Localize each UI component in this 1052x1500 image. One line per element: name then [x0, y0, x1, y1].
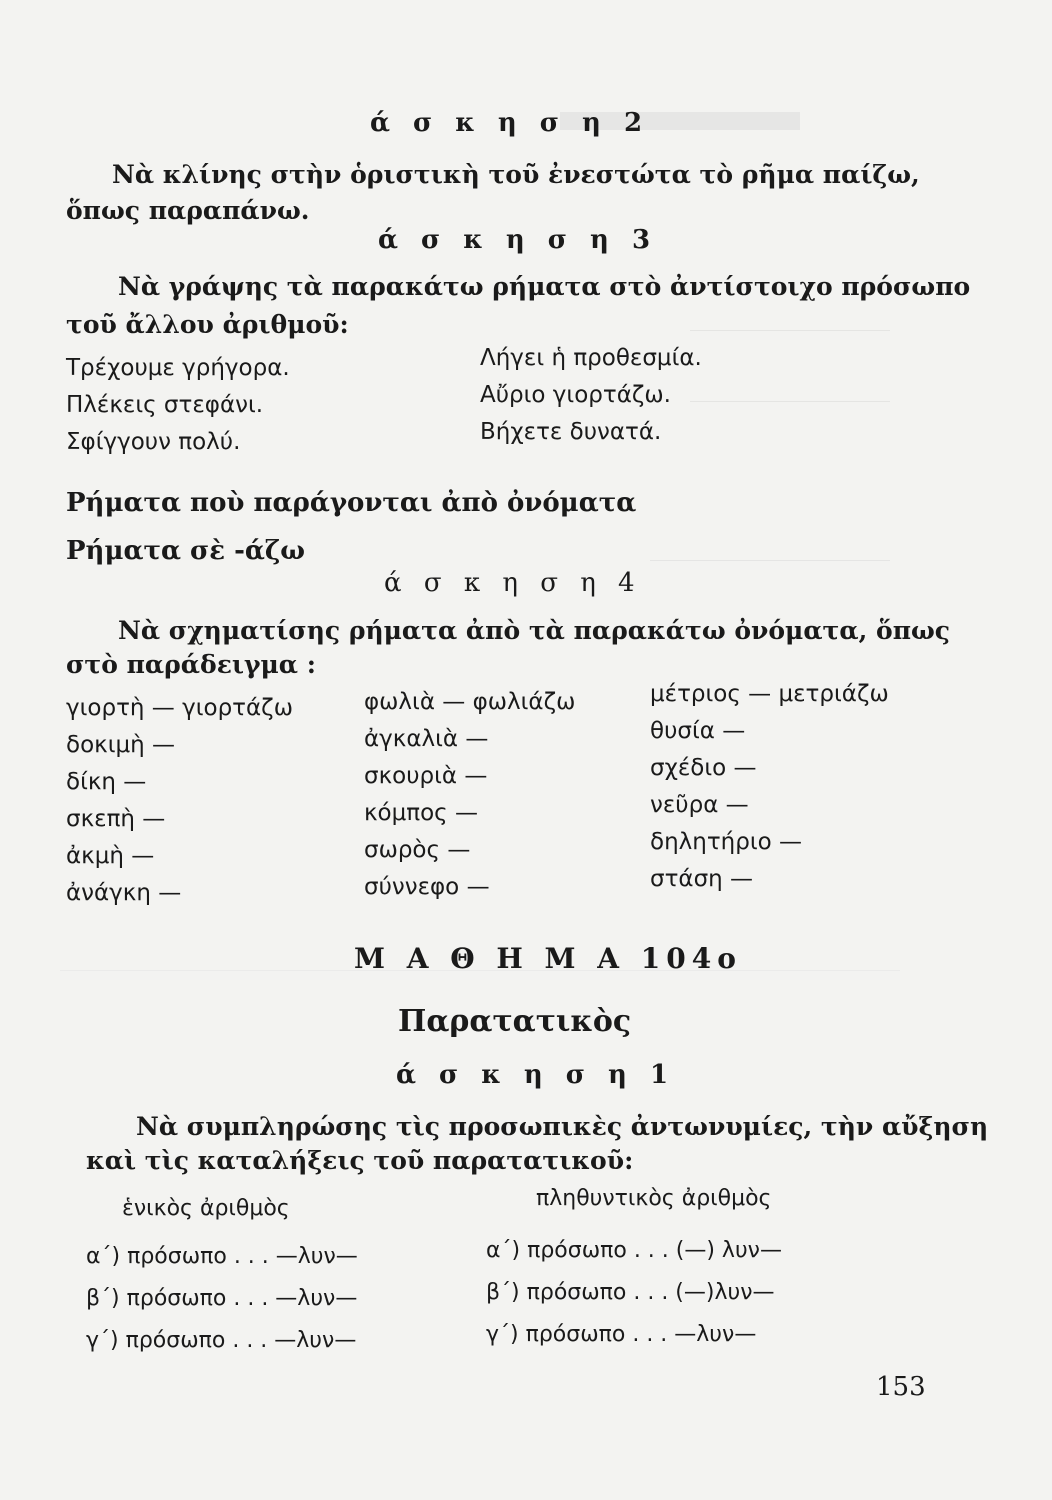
section-heading-verbs-in-azo: Ρήματα σὲ -άζω	[66, 536, 306, 566]
section-heading-verbs-from-nouns: Ρήματα ποὺ παράγονται ἀπὸ ὀνόματα	[66, 488, 637, 518]
noun-verb-pair: ἀνάγκη —	[66, 880, 182, 906]
singular-person-row: α΄) πρόσωπο . . . —λυν—	[86, 1244, 358, 1269]
plural-person-row: α΄) πρόσωπο . . . (—) λυν—	[486, 1238, 782, 1263]
noun-verb-pair: κόμπος —	[364, 800, 478, 826]
page-number: 153	[876, 1372, 926, 1402]
exercise-1-instruction-line1: Νὰ συμπληρώσης τὶς προσωπικὲς ἀντωνυμίες, τὴν αὔξηση	[136, 1112, 989, 1141]
exercise-1-instruction-line2: καὶ τὶς καταλήξεις τοῦ παρατατικοῦ:	[86, 1146, 634, 1175]
bleed-through	[690, 330, 890, 402]
exercise-4-instruction-line2: στὸ παράδειγμα :	[66, 650, 316, 679]
exercise-4-column-1	[66, 690, 293, 912]
noun-verb-pair: ἀγκαλιὰ —	[364, 726, 489, 752]
exercise-4-column-3	[650, 676, 889, 898]
noun-verb-pair: δοκιμὴ —	[66, 732, 176, 758]
exercise-3-instruction-line2: τοῦ ἄλλου ἀριθμοῦ:	[66, 310, 349, 339]
noun-verb-pair: φωλιὰ — φωλιάζω	[364, 689, 576, 715]
singular-label: ἑνικὸς ἀριθμὸς	[122, 1196, 290, 1221]
plural-person-row: γ΄) πρόσωπο . . . —λυν—	[486, 1322, 757, 1347]
exercise-3-sentence: Αὔριο γιορτάζω.	[480, 382, 671, 408]
noun-verb-pair: γιορτὴ — γιορτάζω	[66, 695, 293, 721]
singular-person-row: β΄) πρόσωπο . . . —λυν—	[86, 1286, 358, 1311]
noun-verb-pair: στάση —	[650, 866, 754, 892]
noun-verb-pair: σωρὸς —	[364, 837, 471, 863]
noun-verb-pair: δίκη —	[66, 769, 147, 795]
exercise-3-heading: ά σ κ η σ η 3	[378, 225, 658, 255]
exercise-4-instruction-line1: Νὰ σχηματίσης ρήματα ἀπὸ τὰ παρακάτω ὀνόματα, ὅπως	[118, 616, 951, 645]
noun-verb-pair: μέτριος — μετριάζω	[650, 681, 889, 707]
noun-verb-pair: νεῦρα —	[650, 792, 749, 818]
plural-label: πληθυντικὸς ἀριθμὸς	[536, 1186, 772, 1211]
exercise-4-column-2	[364, 684, 575, 906]
noun-verb-pair: σκεπὴ —	[66, 806, 166, 832]
noun-verb-pair: δηλητήριο —	[650, 829, 803, 855]
exercise-3-instruction-line1: Νὰ γράψης τὰ παρακάτω ρήματα στὸ ἀντίστοιχο πρόσωπο	[118, 272, 971, 301]
exercise-3-sentence: Λήγει ἡ προθεσμία.	[480, 345, 702, 371]
exercise-2-instruction-line2: ὅπως παραπάνω.	[66, 196, 310, 225]
exercise-3-sentence: Βήχετε δυνατά.	[480, 419, 662, 445]
exercise-3-sentence: Σφίγγουν πολύ.	[66, 429, 241, 455]
exercise-3-sentence: Πλέκεις στεφάνι.	[66, 392, 264, 418]
exercise-3-right-column	[480, 340, 702, 451]
noun-verb-pair: ἀκμὴ —	[66, 843, 155, 869]
exercise-4-heading: ά σ κ η σ η 4	[384, 568, 642, 598]
lesson-title: Μ Α Θ Η Μ Α 104ο	[354, 942, 742, 975]
noun-verb-pair: σύννεφο —	[364, 874, 490, 900]
plural-person-row: β΄) πρόσωπο . . . (—)λυν—	[486, 1280, 775, 1305]
plural-column	[486, 1230, 782, 1356]
exercise-2-heading: ά σ κ η σ η 2	[370, 108, 650, 138]
exercise-3-sentence: Τρέχουμε γρήγορα.	[66, 355, 290, 381]
exercise-1-heading: ά σ κ η σ η 1	[396, 1060, 676, 1090]
singular-person-row: γ΄) πρόσωπο . . . —λυν—	[86, 1328, 357, 1353]
noun-verb-pair: θυσία —	[650, 718, 746, 744]
noun-verb-pair: σκουριὰ —	[364, 763, 488, 789]
exercise-2-instruction-line1: Νὰ κλίνης στὴν ὁριστικὴ τοῦ ἐνεστώτα τὸ ρῆμα παίζω,	[112, 160, 920, 189]
exercise-3-left-column	[66, 350, 290, 461]
noun-verb-pair: σχέδιο —	[650, 755, 757, 781]
lesson-subtitle: Παρατατικὸς	[398, 1004, 632, 1039]
singular-column	[86, 1236, 358, 1362]
